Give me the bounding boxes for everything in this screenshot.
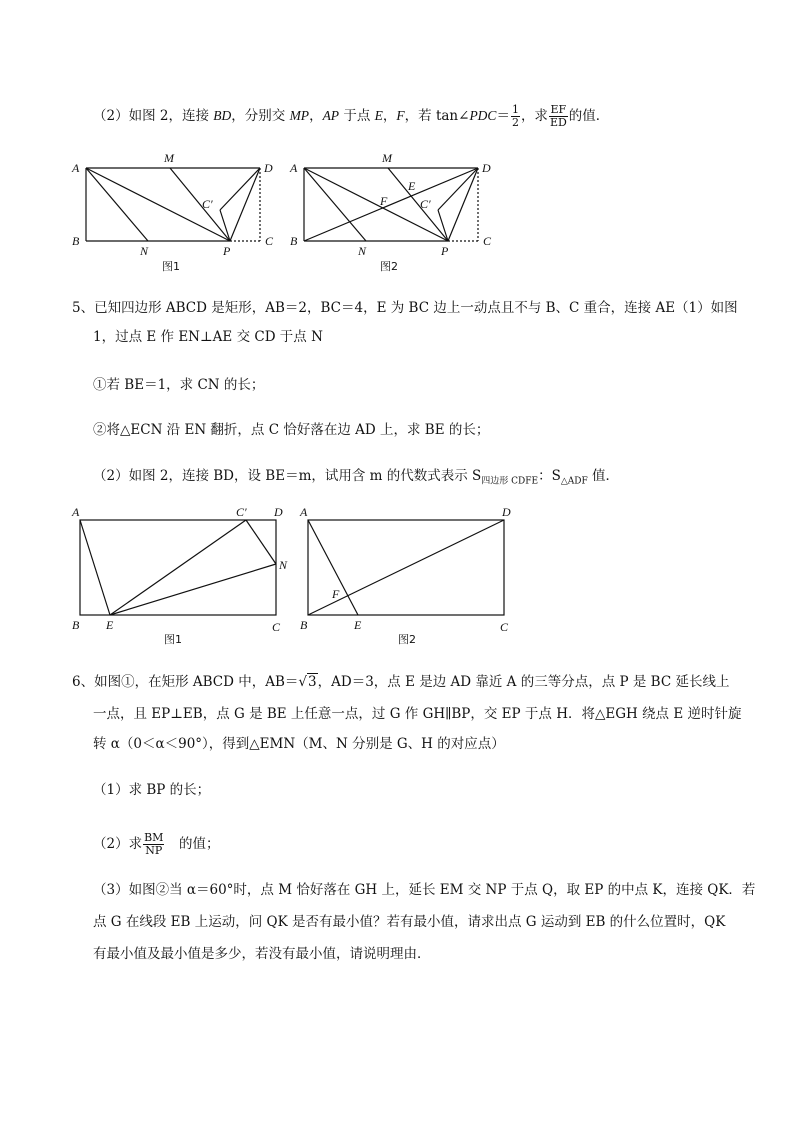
q4-figure-1 <box>70 150 290 275</box>
caption-fig1: 图1 <box>164 633 182 646</box>
label-A: A <box>290 161 298 175</box>
label-A: A <box>300 505 308 519</box>
label-D: D <box>264 161 273 175</box>
caption-fig2: 图2 <box>398 633 416 646</box>
fraction-ef-ed: $\frac{EF}{ED}$ <box>549 103 567 129</box>
label-A: A <box>72 161 80 175</box>
label-E: E <box>354 618 362 632</box>
label-C: C <box>500 620 509 634</box>
label-N: N <box>140 244 149 258</box>
q6-sub2: （2）求 $\frac{BM}{NP}$ 的值； <box>93 831 220 857</box>
fraction-half: $\frac{1}{2}$ <box>511 103 519 129</box>
label-C: C <box>265 234 274 248</box>
label-B: B <box>72 234 80 248</box>
label-D: D <box>482 161 491 175</box>
label-Cp: C′ <box>420 197 431 211</box>
label-B: B <box>72 618 80 632</box>
label-Cp: C′ <box>236 505 247 519</box>
q6-sub3-line1: （3）如图②当 α＝60°时，点 M 恰好落在 GH 上，延长 EM 交 NP 于点 Q，取 EP 的中点 K，连接 QK．若 <box>93 882 756 898</box>
label-F: F <box>332 587 340 601</box>
fraction-bm-np: $\frac{BM}{NP}$ <box>144 831 164 857</box>
label-D: D <box>502 505 511 519</box>
q5-sub1: ①若 BE＝1，求 CN 的长； <box>93 377 265 393</box>
label-E: E <box>106 618 114 632</box>
q6-sub3-line3: 有最小值及最小值是多少，若没有最小值，请说明理由． <box>93 946 431 962</box>
q6-line1: 6、如图①，在矩形 ABCD 中，AB＝√3，AD＝3，点 E 是边 AD 靠近 A 的三等分点，点 P 是 BC 延长线上 <box>72 674 730 690</box>
label-N: N <box>358 244 367 258</box>
label-F: F <box>380 194 388 208</box>
label-C: C <box>272 620 281 634</box>
label-A: A <box>72 505 80 519</box>
q4-figure-2 <box>288 150 508 275</box>
label-N: N <box>279 558 288 572</box>
label-P: P <box>441 244 449 258</box>
label-P: P <box>223 244 231 258</box>
q5-figure-1 <box>68 500 298 650</box>
q5-sub2: ②将△ECN 沿 EN 翻折，点 C 恰好落在边 AD 上，求 BE 的长； <box>93 422 490 438</box>
q4-part2: （2）如图 2，连接 BD，分别交 MP，AP 于点 E，F，若 tan∠PDC＝ $\frac{1}{2}$ ，求 $\frac{EF}{ED}$ 的值． <box>93 103 610 129</box>
caption-fig2: 图2 <box>380 260 398 273</box>
label-E: E <box>408 179 416 193</box>
label-M: M <box>382 151 392 165</box>
q5-stem-line1: 5、已知四边形 ABCD 是矩形，AB＝2，BC＝4，E 为 BC 边上一动点且不与 B、C 重合，连接 AE（1）如图 <box>72 300 738 316</box>
q5-part2: （2）如图 2，连接 BD，设 BE＝m，试用含 m 的代数式表示 $S_{四边形 CDFE}$：$S_{\triangle ADF}$ 值． <box>93 468 620 487</box>
label-B: B <box>300 618 308 632</box>
label-M: M <box>164 151 174 165</box>
q6-line3: 转 α（0＜α＜90°），得到△EMN（M、N 分别是 G、H 的对应点） <box>93 736 505 752</box>
sqrt-3: √3 <box>298 674 317 690</box>
q6-sub1: （1）求 BP 的长； <box>93 782 211 798</box>
label-B: B <box>290 234 298 248</box>
q5-figure-2 <box>296 500 526 650</box>
q6-line2: 一点，且 EP⊥EB，点 G 是 BE 上任意一点，过 G 作 GH∥BP，交 EP 于点 H．将△EGH 绕点 E 逆时针旋 <box>93 706 742 722</box>
q6-sub3-line2: 点 G 在线段 EB 上运动，问 QK 是否有最小值？若有最小值，请求出点 G 运动到 EB 的什么位置时，QK <box>93 914 726 930</box>
label-C: C <box>483 234 492 248</box>
caption-fig1: 图1 <box>162 260 180 273</box>
q5-stem-line2: 1，过点 E 作 EN⊥AE 交 CD 于点 N <box>93 329 323 345</box>
label-Cp: C′ <box>202 197 213 211</box>
label-D: D <box>274 505 283 519</box>
